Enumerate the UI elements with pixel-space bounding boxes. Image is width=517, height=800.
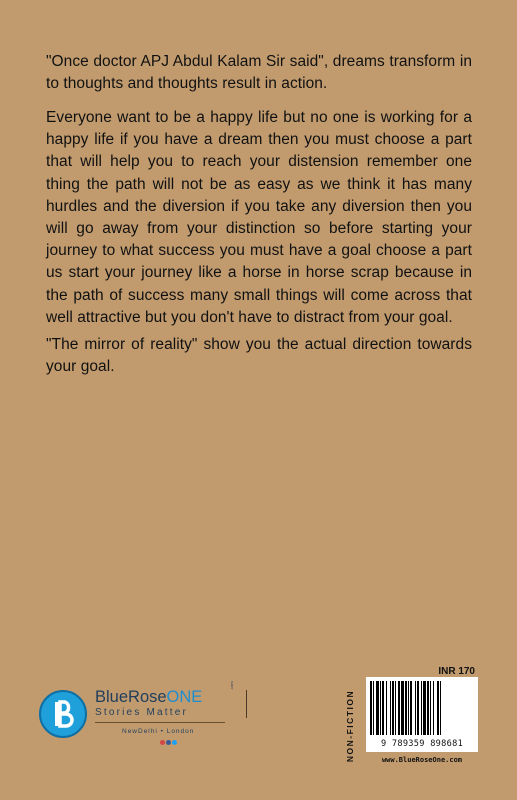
divider (246, 690, 247, 718)
category-label-container (340, 690, 360, 762)
barcode-bar (410, 681, 412, 735)
barcode-bar (415, 681, 416, 735)
barcode-bar (395, 681, 396, 735)
publisher-domain-suffix: .com (229, 681, 234, 690)
barcode-bar (392, 681, 394, 735)
barcode-bar (430, 681, 431, 735)
isbn-barcode (366, 677, 478, 752)
publisher-name (95, 688, 202, 707)
divider (95, 722, 225, 723)
barcode-bar (398, 681, 400, 735)
quote-paragraph: "Once doctor APJ Abdul Kalam Sir said", dreams transform in to thoughts and thoughts result in action. (46, 53, 472, 93)
barcode-bar (440, 681, 441, 735)
barcode-bar (405, 681, 407, 735)
barcode-bar (370, 681, 372, 735)
publisher-cities: NewDelhi • London (122, 728, 195, 735)
barcode-bar (401, 681, 404, 735)
barcode-bar (437, 681, 439, 735)
social-icons (160, 740, 177, 745)
social-icon-cyan (172, 740, 177, 745)
price-label: INR 170 (438, 666, 475, 677)
isbn-number: 9 789359 898681 (380, 739, 464, 749)
barcode-bar (386, 681, 387, 735)
barcode-bar (390, 681, 391, 735)
body-paragraph: Everyone want to be a happy life but no one is working for a happy life if you have a dream then you must choose a part that will help you to reach your distension remember one thing the path will not be as easy as we think it has many hurdles and the diversion if you take any diversion then you will go away from your distinction so before starting your journey to what success you must have a goal choose a part us start your journey like a horse in horse scrap because in the path of success many small things will come across that well attractive but you don't have to distract from your goal. (46, 109, 472, 326)
category-label: NON-FICTION (345, 689, 355, 763)
barcode-bar (382, 681, 384, 735)
barcode-bar (433, 681, 434, 735)
barcode-bar (421, 681, 422, 735)
barcode-bar (417, 681, 419, 735)
closing-paragraph: "The mirror of reality" show you the actual direction towards your goal. (46, 336, 472, 376)
barcode-bar (423, 681, 426, 735)
barcode-bar (408, 681, 409, 735)
barcode-bars (370, 681, 474, 735)
barcode-bar (373, 681, 374, 735)
social-icon-blue (166, 740, 171, 745)
publisher-website: www.BlueRoseOne.com (381, 756, 463, 764)
publisher-name-main: BlueRose (95, 688, 167, 706)
letter-b-circle-icon (39, 690, 87, 738)
publisher-name-accent: ONE (166, 688, 203, 706)
barcode-bar (376, 681, 379, 735)
barcode-bar (380, 681, 381, 735)
barcode-bar (427, 681, 429, 735)
publisher-tagline: Stories Matter (95, 707, 189, 718)
social-icon-red (160, 740, 165, 745)
